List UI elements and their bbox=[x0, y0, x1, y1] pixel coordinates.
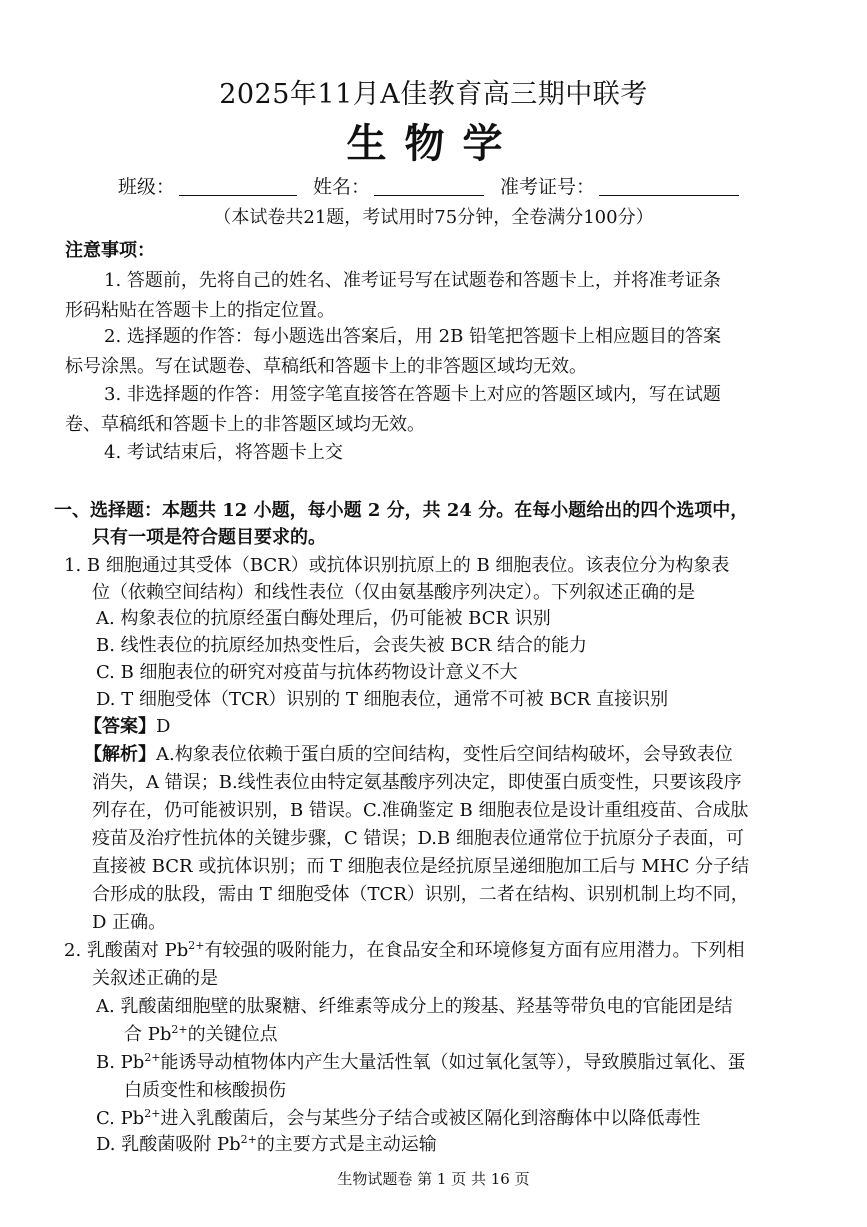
name-label: 姓名： bbox=[312, 176, 370, 198]
analysis-line: 列存在，仍可能被识别，B 错误。C.准确鉴定 B 细胞表位是设计重组疫苗、合成肽 bbox=[92, 800, 749, 821]
analysis-line: 疫苗及治疗性抗体的关键步骤，C 错误；D.B 细胞表位通常位于抗原分子表面，可 bbox=[92, 828, 744, 849]
section-heading: 一、选择题：本题共 12 小题，每小题 2 分，共 24 分。在每小题给出的四个选项中， bbox=[54, 500, 749, 521]
exam-info: （本试卷共21题，考试用时75分钟，全卷满分100分） bbox=[213, 207, 654, 228]
ion-charge: 2+ bbox=[240, 1133, 257, 1146]
ticket-blank bbox=[599, 177, 739, 196]
note-line: 1. 答题前，先将自己的姓名、准考证号写在试题卷和答题卡上，并将准考证条 bbox=[104, 270, 721, 291]
q2-stem-text: 有较强的吸附能力，在食品安全和环境修复方面有应用潜力。下列相 bbox=[204, 940, 745, 961]
q1-option-c: C. B 细胞表位的研究对疫苗与抗体药物设计意义不大 bbox=[96, 662, 518, 683]
page-footer: 生物试题卷 第 1 页 共 16 页 bbox=[337, 1170, 530, 1188]
student-info-row bbox=[0, 172, 867, 199]
analysis-line: 直接被 BCR 或抗体识别；而 T 细胞表位是经抗原呈递细胞加工后与 MHC 分子结 bbox=[92, 856, 750, 877]
note-line: 3. 非选择题的作答：用签字笔直接答在答题卡上对应的答题区域内，写在试题 bbox=[104, 384, 721, 405]
q1-stem: 1. B 细胞通过其受体（BCR）或抗体识别抗原上的 B 细胞表位。该表位分为构象表 bbox=[64, 555, 730, 576]
class-blank bbox=[179, 177, 297, 196]
note-line: 形码粘贴在答题卡上的指定位置。 bbox=[65, 300, 335, 321]
option-text: D. 乳酸菌吸附 Pb bbox=[96, 1134, 241, 1155]
option-text: 能诱导动植物体内产生大量活性氧（如过氧化氢等），导致膜脂过氧化、蛋 bbox=[160, 1052, 746, 1073]
note-line: 卷、草稿纸和答题卡上的非答题区域均无效。 bbox=[65, 414, 425, 435]
class-label: 班级： bbox=[117, 176, 175, 198]
ticket-label: 准考证号： bbox=[500, 176, 596, 198]
q2-option-a: A. 乳酸菌细胞壁的肽聚糖、纤维素等成分上的羧基、羟基等带负电的官能团是结 bbox=[96, 996, 733, 1017]
option-text: 的主要方式是主动运输 bbox=[256, 1134, 437, 1155]
name-blank bbox=[374, 177, 484, 196]
exam-title: 2025年11月A佳教育高三期中联考 bbox=[219, 79, 648, 110]
option-text: C. Pb bbox=[96, 1108, 145, 1129]
notes-heading: 注意事项： bbox=[65, 240, 155, 261]
section-heading-cont: 只有一项是符合题目要求的。 bbox=[92, 527, 326, 548]
analysis-text: A.构象表位依赖于蛋白质的空间结构，变性后空间结构破坏，会导致表位 bbox=[156, 744, 733, 765]
q1-answer bbox=[84, 712, 170, 738]
analysis-line: 合形成的肽段，需由 T 细胞受体（TCR）识别，二者在结构、识别机制上均不同， bbox=[92, 884, 749, 905]
answer-value: D bbox=[156, 716, 171, 737]
q2-option-b bbox=[96, 1048, 746, 1074]
note-line: 标号涂黑。写在试题卷、草稿纸和答题卡上的非答题区域均无效。 bbox=[65, 356, 587, 377]
q2-option-d bbox=[96, 1130, 437, 1156]
q2-stem-cont: 关叙述正确的是 bbox=[92, 968, 218, 989]
note-line: 4. 考试结束后，将答题卡上交 bbox=[104, 442, 343, 463]
q1-option-b: B. 线性表位的抗原经加热变性后，会丧失被 BCR 结合的能力 bbox=[96, 635, 587, 656]
q1-stem-cont: 位（依赖空间结构）和线性表位（仅由氨基酸序列决定）。下列叙述正确的是 bbox=[92, 582, 695, 603]
note-line: 2. 选择题的作答：每小题选出答案后，用 2B 铅笔把答题卡上相应题目的答案 bbox=[104, 326, 722, 347]
ion-charge: 2+ bbox=[144, 1051, 161, 1064]
analysis-label: 【解析】 bbox=[84, 744, 156, 765]
option-text: 的关键位点 bbox=[187, 1024, 278, 1045]
option-text: 合 Pb bbox=[124, 1024, 172, 1045]
q2-option-a-cont bbox=[124, 1020, 278, 1046]
q1-option-d: D. T 细胞受体（TCR）识别的 T 细胞表位，通常不可被 BCR 直接识别 bbox=[96, 689, 669, 710]
option-text: 进入乳酸菌后，会与某些分子结合或被区隔化到溶酶体中以降低毒性 bbox=[160, 1108, 701, 1129]
q2-option-b-cont: 白质变性和核酸损伤 bbox=[124, 1080, 286, 1101]
subject-title: 生物学 bbox=[346, 121, 521, 167]
analysis-line: 消失，A 错误；B.线性表位由特定氨基酸序列决定，即使蛋白质变性，只要该段序 bbox=[92, 772, 742, 793]
ion-charge: 2+ bbox=[171, 1023, 188, 1036]
q2-option-c bbox=[96, 1104, 700, 1130]
analysis-line: D 正确。 bbox=[92, 912, 167, 933]
q2-stem bbox=[64, 936, 744, 962]
option-text: B. Pb bbox=[96, 1052, 145, 1073]
answer-label: 【答案】 bbox=[84, 716, 156, 737]
q2-stem-text: 2. 乳酸菌对 Pb bbox=[64, 940, 189, 961]
q1-option-a: A. 构象表位的抗原经蛋白酶处理后，仍可能被 BCR 识别 bbox=[96, 608, 551, 629]
q1-analysis bbox=[84, 740, 733, 766]
ion-charge: 2+ bbox=[188, 939, 205, 952]
ion-charge: 2+ bbox=[144, 1107, 161, 1120]
